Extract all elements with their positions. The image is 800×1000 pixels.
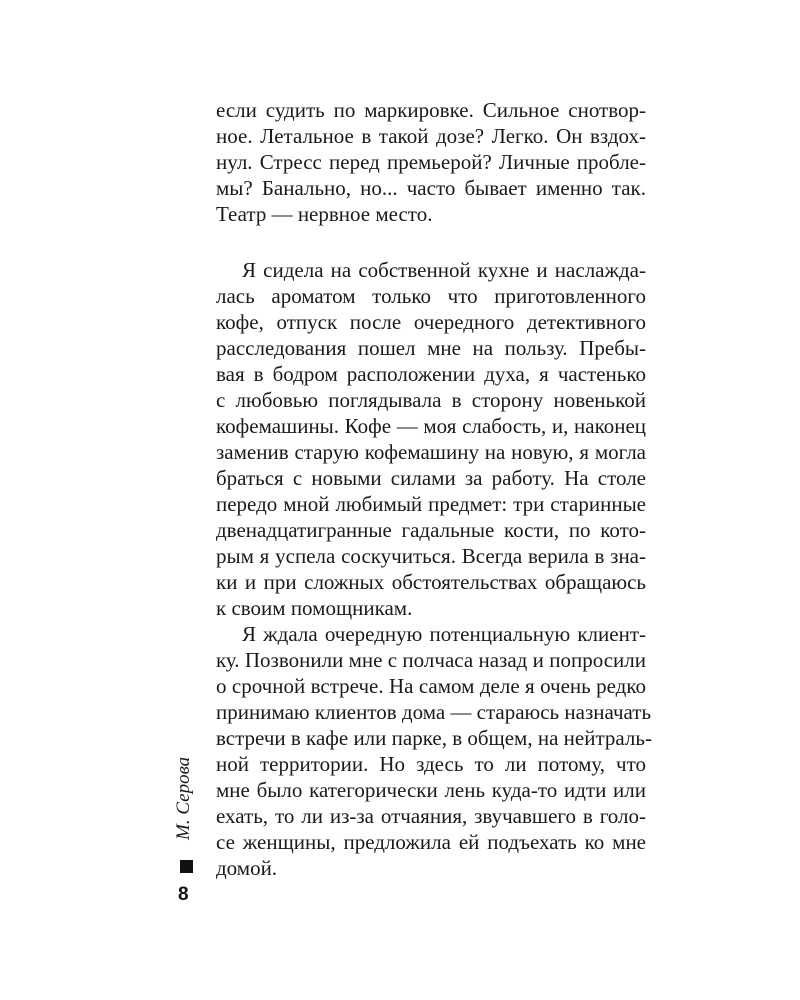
text-line: заменив старую кофемашину на новую, я могла	[216, 440, 646, 464]
text-line: браться с новыми силами за работу. На столе	[216, 466, 646, 490]
text-line: кофемашины. Кофе — моя слабость, и, наконец	[216, 414, 646, 438]
text-line: нул. Стресс перед премьерой? Личные пробле-	[216, 150, 646, 174]
text-line: принимаю клиентов дома — стараюсь назначать	[216, 700, 652, 724]
text-line: рым я успела соскучиться. Всегда верила в зна-	[216, 544, 646, 568]
text-line: Я ждала очередную потенциальную клиент-	[242, 622, 646, 646]
text-line: ной территории. Но здесь то ли потому, что	[216, 752, 646, 776]
text-line: двенадцатигранные гадальные кости, по кото-	[216, 518, 646, 542]
text-line: ное. Летальное в такой дозе? Легко. Он вздох-	[216, 124, 646, 148]
text-line: передо мной любимый предмет: три старинные	[216, 492, 646, 516]
text-line: встречи в кафе или парке, в общем, на нейтраль-	[216, 726, 652, 750]
text-line: расследования пошел мне на пользу. Пребы-	[216, 336, 646, 360]
text-line: мне было категорически лень куда-то идти или	[216, 778, 646, 802]
text-line: кофе, отпуск после очередного детективного	[216, 310, 646, 334]
paragraphs-body	[216, 257, 652, 881]
text-line: о срочной встрече. На самом деле я очень редко	[216, 674, 646, 698]
text-line: ки и при сложных обстоятельствах обращаюсь	[216, 570, 646, 594]
paragraph-2	[216, 257, 646, 621]
page-number: 8	[178, 884, 189, 905]
paragraph-3	[216, 621, 652, 881]
text-line: Театр — нервное место.	[216, 202, 433, 226]
text-line: Я сидела на собственной кухне и наслажда-	[242, 258, 646, 282]
paragraph-1	[216, 97, 646, 227]
text-line: мы? Банально, но... часто бывает именно так.	[216, 176, 646, 200]
text-line: если судить по маркировке. Сильное снотвор-	[216, 98, 646, 122]
square-marker-icon	[180, 860, 193, 873]
text-line: вая в бодром расположении духа, я частенько	[216, 362, 646, 386]
text-line: се женщины, предложила ей подъехать ко мне	[216, 830, 646, 854]
text-line: лась ароматом только что приготовленного	[216, 284, 646, 308]
text-line: к своим помощникам.	[216, 596, 413, 620]
text-line: ку. Позвонили мне с полчаса назад и попросили	[216, 648, 646, 672]
text-line: домой.	[216, 856, 278, 880]
text-line: ехать, то ли из-за отчаяния, звучавшего в голо-	[216, 804, 646, 828]
text-line: с любовью поглядывала в сторону новенькой	[216, 388, 646, 412]
running-author: М. Серова	[173, 756, 194, 840]
